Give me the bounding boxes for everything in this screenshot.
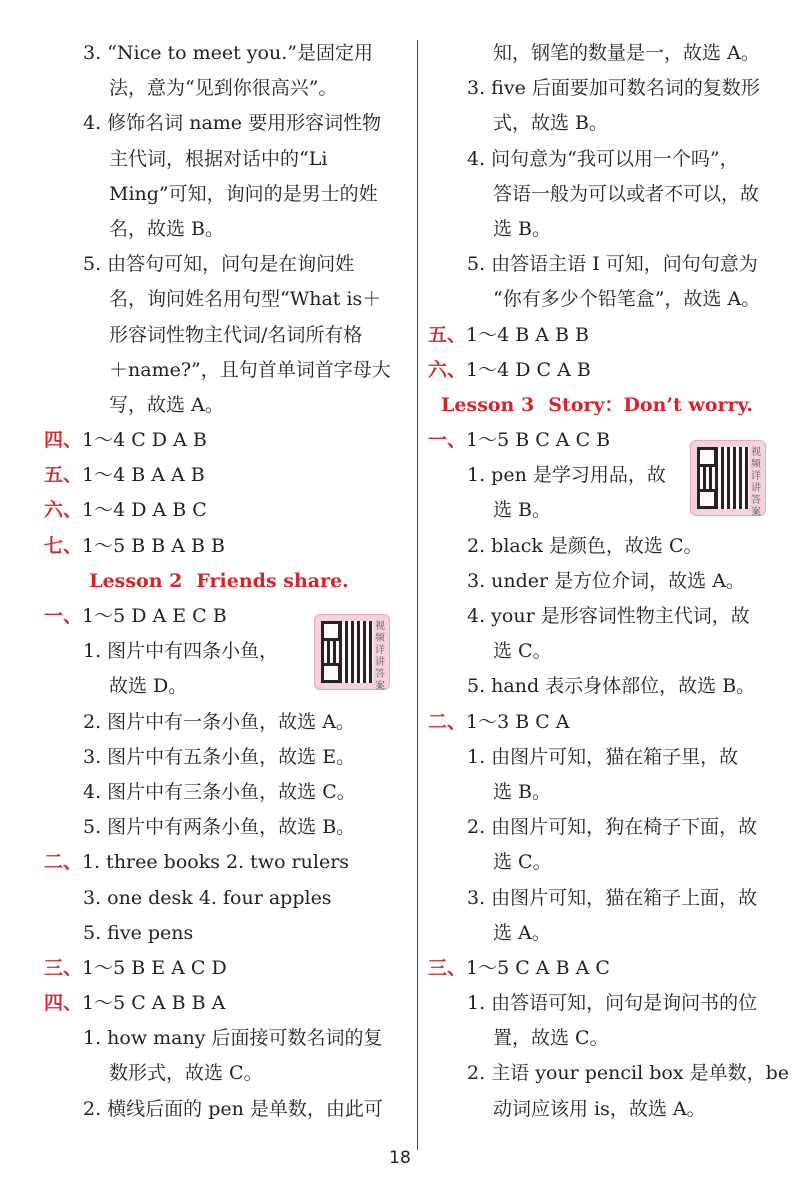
explanation-line [424, 36, 784, 71]
section-number: 二、 [428, 710, 467, 733]
section-number: 六、 [44, 499, 83, 522]
section-number: 七、 [44, 534, 83, 557]
explanation-line [40, 36, 412, 71]
explanation-line [424, 881, 784, 916]
lesson-number: Lesson 2 [89, 569, 183, 592]
line-text: 1. 图片中有四条小鱼， [83, 640, 279, 663]
line-text: 答语一般为可以或者不可以，故 [493, 182, 760, 205]
lesson-number: Lesson 3 [441, 393, 535, 416]
line-text: 动词应该用 is，故选 A。 [493, 1097, 706, 1120]
explanation-line [40, 916, 412, 951]
qr-code-lesson2[interactable] [314, 614, 390, 690]
explanation-line [424, 669, 784, 704]
line-text: 5. five pens [83, 921, 194, 944]
line-text: 2. 图片中有一条小鱼，故选 A。 [83, 710, 355, 733]
line-text: 主代词，根据对话中的“Li [109, 147, 328, 170]
line-text: 选 B。 [493, 780, 552, 803]
qr-label: 视频详讲答案 [375, 621, 385, 692]
line-text: 置，故选 C。 [493, 1027, 609, 1050]
explanation-line [424, 212, 784, 247]
explanation-line [40, 71, 412, 106]
line-text: 3. 由图片可知，猫在箱子上面，故 [467, 886, 758, 909]
explanation-line [40, 177, 412, 212]
line-text: 3. “Nice to meet you.”是固定用 [83, 42, 373, 64]
explanation-line [40, 388, 412, 423]
line-text: 1～5 D A E C B [82, 605, 227, 627]
line-text: 名，故选 B。 [109, 217, 225, 240]
explanation-line [40, 212, 412, 247]
line-text: 1. three books 2. two rulers [82, 851, 350, 874]
section-number: 三、 [44, 956, 83, 979]
line-text: 选 B。 [493, 217, 552, 240]
section-number: 一、 [44, 605, 83, 627]
explanation-line [424, 634, 784, 669]
line-text: 1～4 D C A B [466, 358, 591, 381]
section-answer-line [40, 529, 412, 564]
line-text: 1～4 B A B B [466, 323, 589, 346]
section-number: 二、 [44, 851, 83, 874]
section-number: 四、 [44, 992, 83, 1015]
qr-code-lesson3[interactable] [690, 440, 766, 516]
qr-code-icon [321, 621, 373, 683]
explanation-line [424, 142, 784, 177]
explanation-line [40, 318, 412, 353]
section-number: 三、 [428, 956, 467, 979]
line-text: 4. 图片中有三条小鱼，故选 C。 [83, 780, 356, 803]
lesson-heading [424, 388, 784, 423]
qr-code-icon [697, 447, 749, 509]
line-text: 3. under 是方位介词，故选 A。 [467, 569, 745, 592]
line-text: 1. 由答语可知，问句是询问书的位 [467, 992, 758, 1015]
section-answer-line [40, 458, 412, 493]
line-text: 选 C。 [493, 640, 552, 663]
explanation-line [40, 1092, 412, 1127]
explanation-line [40, 881, 412, 916]
explanation-line [40, 1056, 412, 1091]
explanation-line [40, 142, 412, 177]
line-text: ＋name?”，且句首单词首字母大 [109, 358, 391, 381]
section-number: 五、 [428, 323, 467, 346]
section-answer-line [424, 318, 784, 353]
line-text: 选 C。 [493, 851, 552, 874]
line-text: “你有多少个铅笔盒”，故选 A。 [493, 288, 761, 311]
explanation-line [40, 247, 412, 282]
explanation-line [40, 282, 412, 317]
line-text: 1～3 B C A [466, 710, 570, 733]
section-answer-line [424, 353, 784, 388]
explanation-line [40, 810, 412, 845]
explanation-line [424, 986, 784, 1021]
line-text: 式，故选 B。 [493, 112, 609, 135]
line-text: 1～4 C D A B [82, 429, 207, 452]
line-text: 写，故选 A。 [109, 393, 224, 416]
line-text: 1～4 D A B C [82, 499, 207, 522]
line-text: 3. 图片中有五条小鱼，故选 E。 [83, 745, 356, 768]
line-text: 4. 问句意为“我可以用一个吗”， [467, 147, 739, 170]
line-text: 数形式，故选 C。 [109, 1062, 263, 1085]
section-answer-line [40, 845, 412, 880]
section-number: 一、 [428, 429, 467, 452]
line-text: 4. 修饰名词 name 要用形容词性物 [83, 112, 382, 135]
line-text: 故选 D。 [109, 675, 188, 698]
line-text: 2. 主语 your pencil box 是单数，be [467, 1062, 789, 1085]
section-answer-line [40, 986, 412, 1021]
explanation-line [424, 740, 784, 775]
lesson-heading [40, 564, 412, 599]
line-text: 1～5 B E A C D [82, 956, 227, 979]
line-text: 1. how many 后面接可数名词的复 [83, 1027, 383, 1050]
lesson-title: Story：Don’t worry. [548, 393, 753, 416]
line-text: Ming”可知，询问的是男士的姓 [109, 182, 378, 205]
line-text: 选 B。 [493, 499, 552, 522]
line-text: 5. hand 表示身体部位，故选 B。 [467, 675, 756, 698]
section-number: 四、 [44, 429, 83, 452]
line-text: 2. 由图片可知，狗在椅子下面，故 [467, 816, 758, 839]
page-number: 18 [389, 1148, 411, 1168]
line-text: 2. 横线后面的 pen 是单数，由此可 [83, 1097, 383, 1120]
column-divider [417, 40, 418, 1150]
line-text: 4. your 是形容词性物主代词，故 [467, 605, 750, 627]
explanation-line [424, 247, 784, 282]
line-text: 2. black 是颜色，故选 C。 [467, 534, 703, 557]
explanation-line [424, 564, 784, 599]
explanation-line [424, 775, 784, 810]
section-answer-line [40, 423, 412, 458]
left-column [40, 36, 412, 1127]
explanation-line [40, 353, 412, 388]
right-column [424, 36, 789, 1127]
explanation-line [424, 916, 784, 951]
explanation-line [424, 599, 784, 634]
line-text: 3. one desk 4. four apples [83, 886, 332, 909]
explanation-line [424, 1056, 789, 1091]
line-text: 1～5 B C A C B [466, 429, 611, 452]
lesson-title: Friends share. [196, 569, 349, 592]
explanation-line [424, 810, 784, 845]
explanation-line [424, 1092, 784, 1127]
explanation-line [424, 845, 784, 880]
line-text: 5. 由答句可知，问句是在询问姓 [83, 253, 355, 276]
line-text: 1. 由图片可知，猫在箱子里，故 [467, 745, 739, 768]
line-text: 法，意为“见到你很高兴”。 [109, 77, 338, 100]
explanation-line [40, 740, 412, 775]
section-number: 六、 [428, 358, 467, 381]
section-number: 五、 [44, 464, 83, 487]
line-text: 1～4 B A A B [82, 464, 205, 487]
explanation-line [40, 775, 412, 810]
line-text: 1～5 C A B B A [82, 992, 226, 1015]
section-answer-line [40, 951, 412, 986]
explanation-line [424, 71, 784, 106]
line-text: 形容词性物主代词/名词所有格 [109, 323, 363, 346]
line-text: 选 A。 [493, 921, 551, 944]
qr-label: 视频详讲答案 [751, 447, 761, 518]
line-text: 1～5 B B A B B [82, 534, 225, 557]
explanation-line [424, 1021, 784, 1056]
line-text: 1～5 C A B A C [466, 956, 610, 979]
line-text: 知，钢笔的数量是一，故选 A。 [493, 42, 760, 64]
explanation-line [40, 705, 412, 740]
explanation-line [424, 177, 784, 212]
explanation-line [424, 106, 784, 141]
explanation-line [40, 1021, 412, 1056]
section-answer-line [40, 493, 412, 528]
line-text: 5. 由答语主语 I 可知，问句句意为 [467, 253, 758, 276]
line-text: 5. 图片中有两条小鱼，故选 B。 [83, 816, 356, 839]
explanation-line [424, 282, 784, 317]
section-answer-line [424, 705, 784, 740]
explanation-line [40, 106, 412, 141]
line-text: 名，询问姓名用句型“What is＋ [109, 288, 382, 311]
line-text: 1. pen 是学习用品，故 [467, 464, 666, 487]
line-text: 3. five 后面要加可数名词的复数形 [467, 77, 760, 100]
section-answer-line [424, 951, 784, 986]
explanation-line [424, 529, 784, 564]
